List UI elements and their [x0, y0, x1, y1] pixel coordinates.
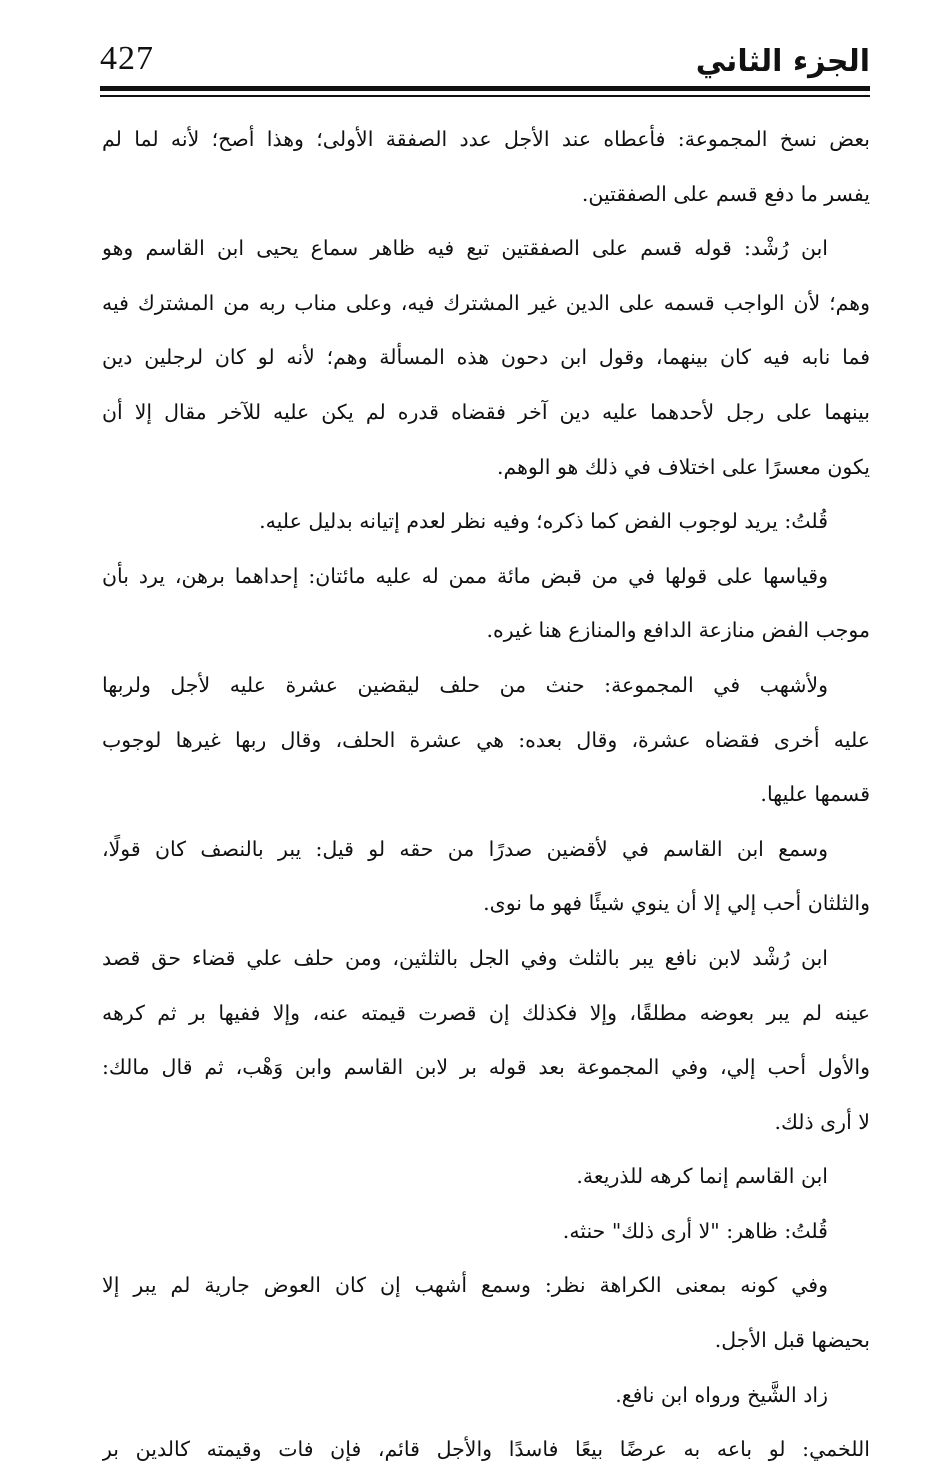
text-line: وهم؛ لأن الواجب قسمه على الدين غير المشترك فيه، وعلى مناب ربه من المشترك فيه	[102, 290, 870, 315]
text-line: وسمع ابن القاسم في لأقضين صدرًا من حقه لو قيل: يبر بالنصف كان قولًا،	[102, 836, 828, 861]
text-line: بينهما على رجل لأحدهما عليه دين آخر فقضاه قدره لم يكن عليه للآخر مقال إلا أن	[102, 399, 870, 424]
header-rule-thick	[100, 86, 870, 91]
page-number: 427	[100, 40, 154, 77]
text-line: يفسر ما دفع قسم على الصفقتين.	[581, 181, 870, 206]
text-line: عينه لم يبر بعوضه مطلقًا، وإلا فكذلك إن قصرت قيمته عنه، وإلا ففيها بر ثم كرهه	[102, 1000, 870, 1025]
text-line: والأول أحب إلي، وفي المجموعة بعد قوله بر لابن القاسم وابن وَهْب، ثم قال مالك:	[102, 1055, 870, 1080]
text-line: اللخمي: لو باعه به عرضًا بيعًا فاسدًا والأجل قائم، فإن فات وقيمته كالدين بر	[102, 1437, 870, 1462]
text-line: لا أرى ذلك.	[774, 1109, 870, 1134]
running-title: الجزء الثاني	[695, 44, 870, 79]
text-line: يكون معسرًا على اختلاف في ذلك هو الوهم.	[496, 454, 870, 479]
text-line: قُلتُ: يريد لوجوب الفض كما ذكره؛ وفيه نظر لعدم إتيانه بدليل عليه.	[259, 509, 828, 534]
text-line: بعض نسخ المجموعة: فأعطاه عند الأجل عدد الصفقة الأولى؛ وهذا أصح؛ لأنه لما لم	[102, 127, 870, 151]
text-line: ابن القاسم إنما كرهه للذريعة.	[576, 1164, 828, 1189]
text-line: بحيضها قبل الأجل.	[714, 1328, 870, 1353]
text-line: عليه أخرى فقضاه عشرة، وقال بعده: هي عشرة الحلف، وقال ربها غيرها لوجوب	[102, 727, 870, 752]
page-header	[100, 30, 870, 92]
text-line: ابن رُشْد لابن نافع يبر بالثلث وفي الجل بالثلثين، ومن حلف علي قضاء حق قصد	[102, 945, 829, 970]
text-line: وقياسها على قولها في من قبض مائة ممن له عليه مائتان: إحداهما برهن، يرد بأن	[102, 563, 828, 588]
body-text	[102, 112, 870, 1477]
text-line: وفي كونه بمعنى الكراهة نظر: وسمع أشهب إن كان العوض جارية لم يبر إلا	[102, 1273, 828, 1298]
text-line: قُلتُ: ظاهر: "لا أرى ذلك" حنثه.	[562, 1218, 828, 1243]
text-line: والثلثان أحب إلي إلا أن ينوي شيئًا فهو ما نوى.	[483, 891, 870, 916]
text-line: فما نابه فيه كان بينهما، وقول ابن دحون هذه المسألة وهم؛ لأنه لو كان لرجلين دين	[102, 345, 870, 370]
text-line: ابن رُشْد: قوله قسم على الصفقتين تبع فيه ظاهر سماع يحيى ابن القاسم وهو	[102, 236, 828, 261]
text-line: قسمها عليها.	[760, 782, 870, 807]
text-line: موجب الفض منازعة الدافع والمنازع هنا غيره.	[486, 618, 870, 643]
header-rule-thin	[100, 95, 870, 97]
text-line: ولأشهب في المجموعة: حنث من حلف ليقضين عشرة عليه لأجل ولربها	[102, 672, 828, 697]
text-line: زاد الشَّيخ ورواه ابن نافع.	[615, 1382, 828, 1407]
